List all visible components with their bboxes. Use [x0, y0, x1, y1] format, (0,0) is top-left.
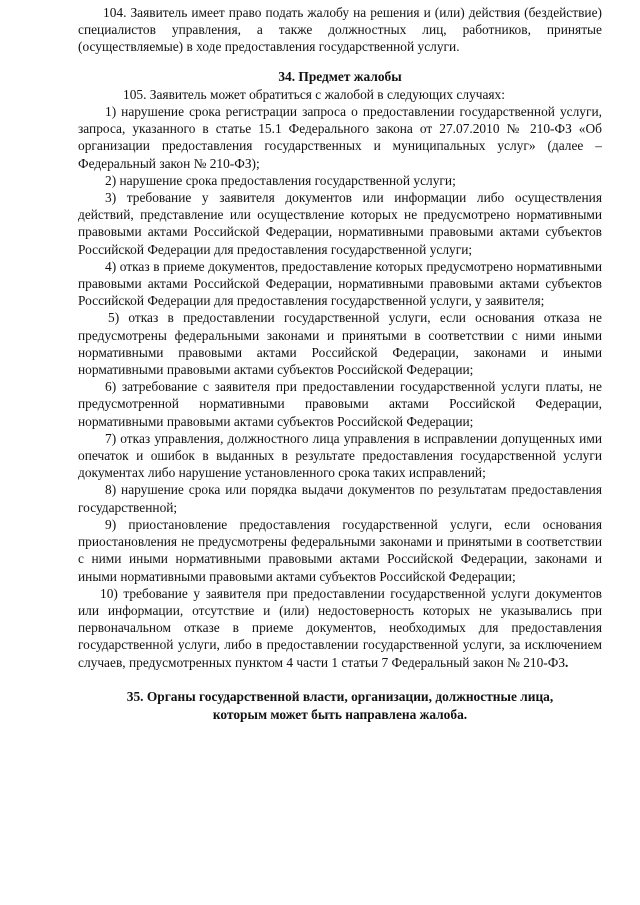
list-item-10-end: .	[565, 654, 569, 670]
list-item-1: 1) нарушение срока регистрации запроса о предоставлении государственной услуги, запроса, указанного в статье 15.1 Федерального закона от 27.07.2010 № 210-ФЗ «Об организации предоставления государственных и муниципальных услуг» (далее – Федеральный закон № 210-ФЗ);	[78, 104, 602, 171]
list-item-3: 3) требование у заявителя документов или информации либо осуществления действий, представление или осуществление которых не предусмотрено нормативными правовыми актами Российской Федерации, нормативными правовыми актами субъектов Российской Федерации для предоставления государственной услуги;	[78, 190, 602, 257]
section-35-heading	[78, 688, 602, 724]
section-34-heading: 34. Предмет жалобы	[278, 68, 402, 84]
section-35-heading-line2: которым может быть направлена жалоба.	[212, 706, 468, 722]
list-item-8: 8) нарушение срока или порядка выдачи документов по результатам предоставления государственной;	[78, 482, 602, 515]
section-35-heading-line1: 35. Органы государственной власти, организации, должностные лица,	[126, 688, 554, 704]
paragraph-104: 104. Заявитель имеет право подать жалобу на решения и (или) действия (бездействие) специалистов управления, а также должностных лиц, работников, принятые (осуществляемые) в ходе предоставления государственной услуги.	[78, 5, 602, 55]
list-item-5: 5) отказ в предоставлении государственной услуги, если основания отказа не предусмотрены федеральными законами и принятыми в соответствии с ними иными нормативными правовыми актами Российской Федерации, законами и иными нормативными правовыми актами субъектов Российской Федерации;	[78, 310, 602, 378]
list-item-7: 7) отказ управления, должностного лица управления в исправлении допущенных ими опечаток и ошибок в выданных в результате предоставления государственной услуги документах либо нарушение установленного срока таких исправлений;	[78, 430, 602, 481]
list-item-2: 2) нарушение срока предоставления государственной услуги;	[105, 172, 456, 188]
list-item-4: 4) отказ в приеме документов, предоставление которых предусмотрено нормативными правовыми актами Российской Федерации, нормативными правовыми актами субъектов Российской Федерации для предоставления государственной услуги, у заявителя;	[78, 258, 602, 309]
list-item-6: 6) затребование с заявителя при предоставлении государственной услуги платы, не предусмотренной нормативными правовыми актами Российской Федерации, нормативными правовыми актами субъектов Российской Федерации;	[78, 379, 602, 429]
list-item-9: 9) приостановление предоставления государственной услуги, если основания приостановления не предусмотрены федеральными законами и принятыми в соответствии с ними иными нормативными правовыми актами Российской Федерации, законами и иными нормативными правовыми актами субъектов Российской Федерации;	[78, 516, 602, 584]
paragraph-105-intro: 105. Заявитель может обратиться с жалобой в следующих случаях:	[123, 86, 505, 102]
list-item-10-text: 10) требование у заявителя при предоставлении государственной услуги документов или информации, отсутствие и (или) недостоверность которых не указывались при первоначальном отказе в приеме документов, необходимых для предоставления государственной услуги, либо в предоставлении государственной услуги, за исключением случаев, предусмотренных пунктом 4 части 1 статьи 7 Федеральный закон № 210-ФЗ	[78, 585, 602, 670]
list-item-10	[78, 585, 602, 671]
